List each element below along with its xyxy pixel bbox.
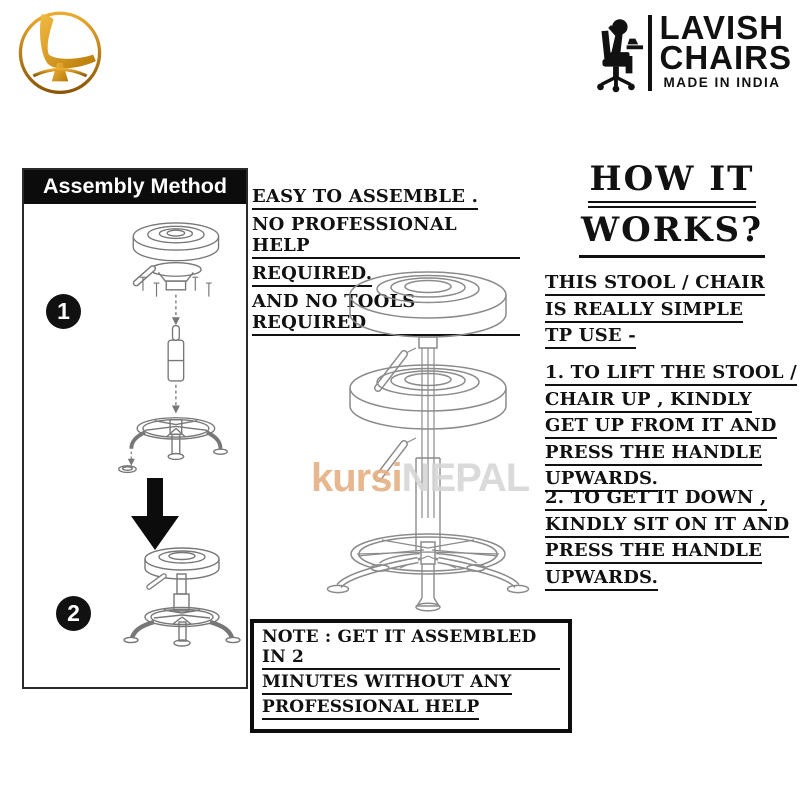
how-it-works-title [548,158,796,258]
brand-tagline: MADE IN INDIA [663,75,781,90]
point2-line: KINDLY SIT ON IT AND [545,515,789,538]
note-line: MINUTES WITHOUT ANY [262,672,512,695]
point1-line: GET UP FROM IT AND [545,416,777,439]
easy-line-2: NO PROFESSIONAL HELP [252,214,520,259]
point2-line: UPWARDS. [545,568,658,591]
note-line: PROFESSIONAL HELP [262,697,479,720]
point1-line: CHAIR UP , KINDLY [545,390,752,413]
brand-lavish-chairs [586,9,792,97]
how-it-works-point-1 [545,362,800,495]
down-arrow-icon [131,478,179,550]
point1-line: PRESS THE HANDLE [545,443,762,466]
step-1-badge: 1 [46,294,81,329]
point2-line: 2. TO GET IT DOWN , [545,488,767,511]
how-it-works-intro [545,272,800,352]
how-it-works-title-line1: HOW IT [588,158,757,208]
easy-line-4: AND NO TOOLS REQUIRED [252,291,520,336]
gold-chair-circle-icon [14,4,106,98]
intro-line: TP USE - [545,326,636,349]
watermark-part1: kursi [311,456,402,500]
how-it-works-title-line2: WORKS? [579,208,765,258]
stool-height-illustration [324,266,530,620]
assembly-method-panel [22,168,248,689]
intro-line: THIS STOOL / CHAIR [545,273,765,296]
intro-line: IS REALLY SIMPLE [545,300,743,323]
how-it-works-point-2 [545,487,800,593]
point2-line: PRESS THE HANDLE [545,541,762,564]
exploded-stool-parts-diagram [110,214,236,480]
kursinepal-watermark [311,456,529,501]
assembly-method-title: Assembly Method [24,170,246,204]
easy-line-3: REQUIRED. [252,263,372,287]
assembled-stool-diagram [114,544,246,650]
brand-divider [648,15,652,91]
note-box [250,619,572,733]
point1-line: UPWARDS. [545,469,658,492]
watermark-part2: NEPAL [401,456,530,500]
brand-name-line2: CHAIRS [659,39,792,76]
point1-line: 1. TO LIFT THE STOOL / [545,363,797,386]
note-line: NOTE : GET IT ASSEMBLED IN 2 [262,627,560,670]
person-working-on-chair-icon [586,13,644,97]
step-2-badge: 2 [56,596,91,631]
easy-line-1: EASY TO ASSEMBLE . [252,186,478,210]
brand-name-line1: LAVISH [659,9,785,46]
